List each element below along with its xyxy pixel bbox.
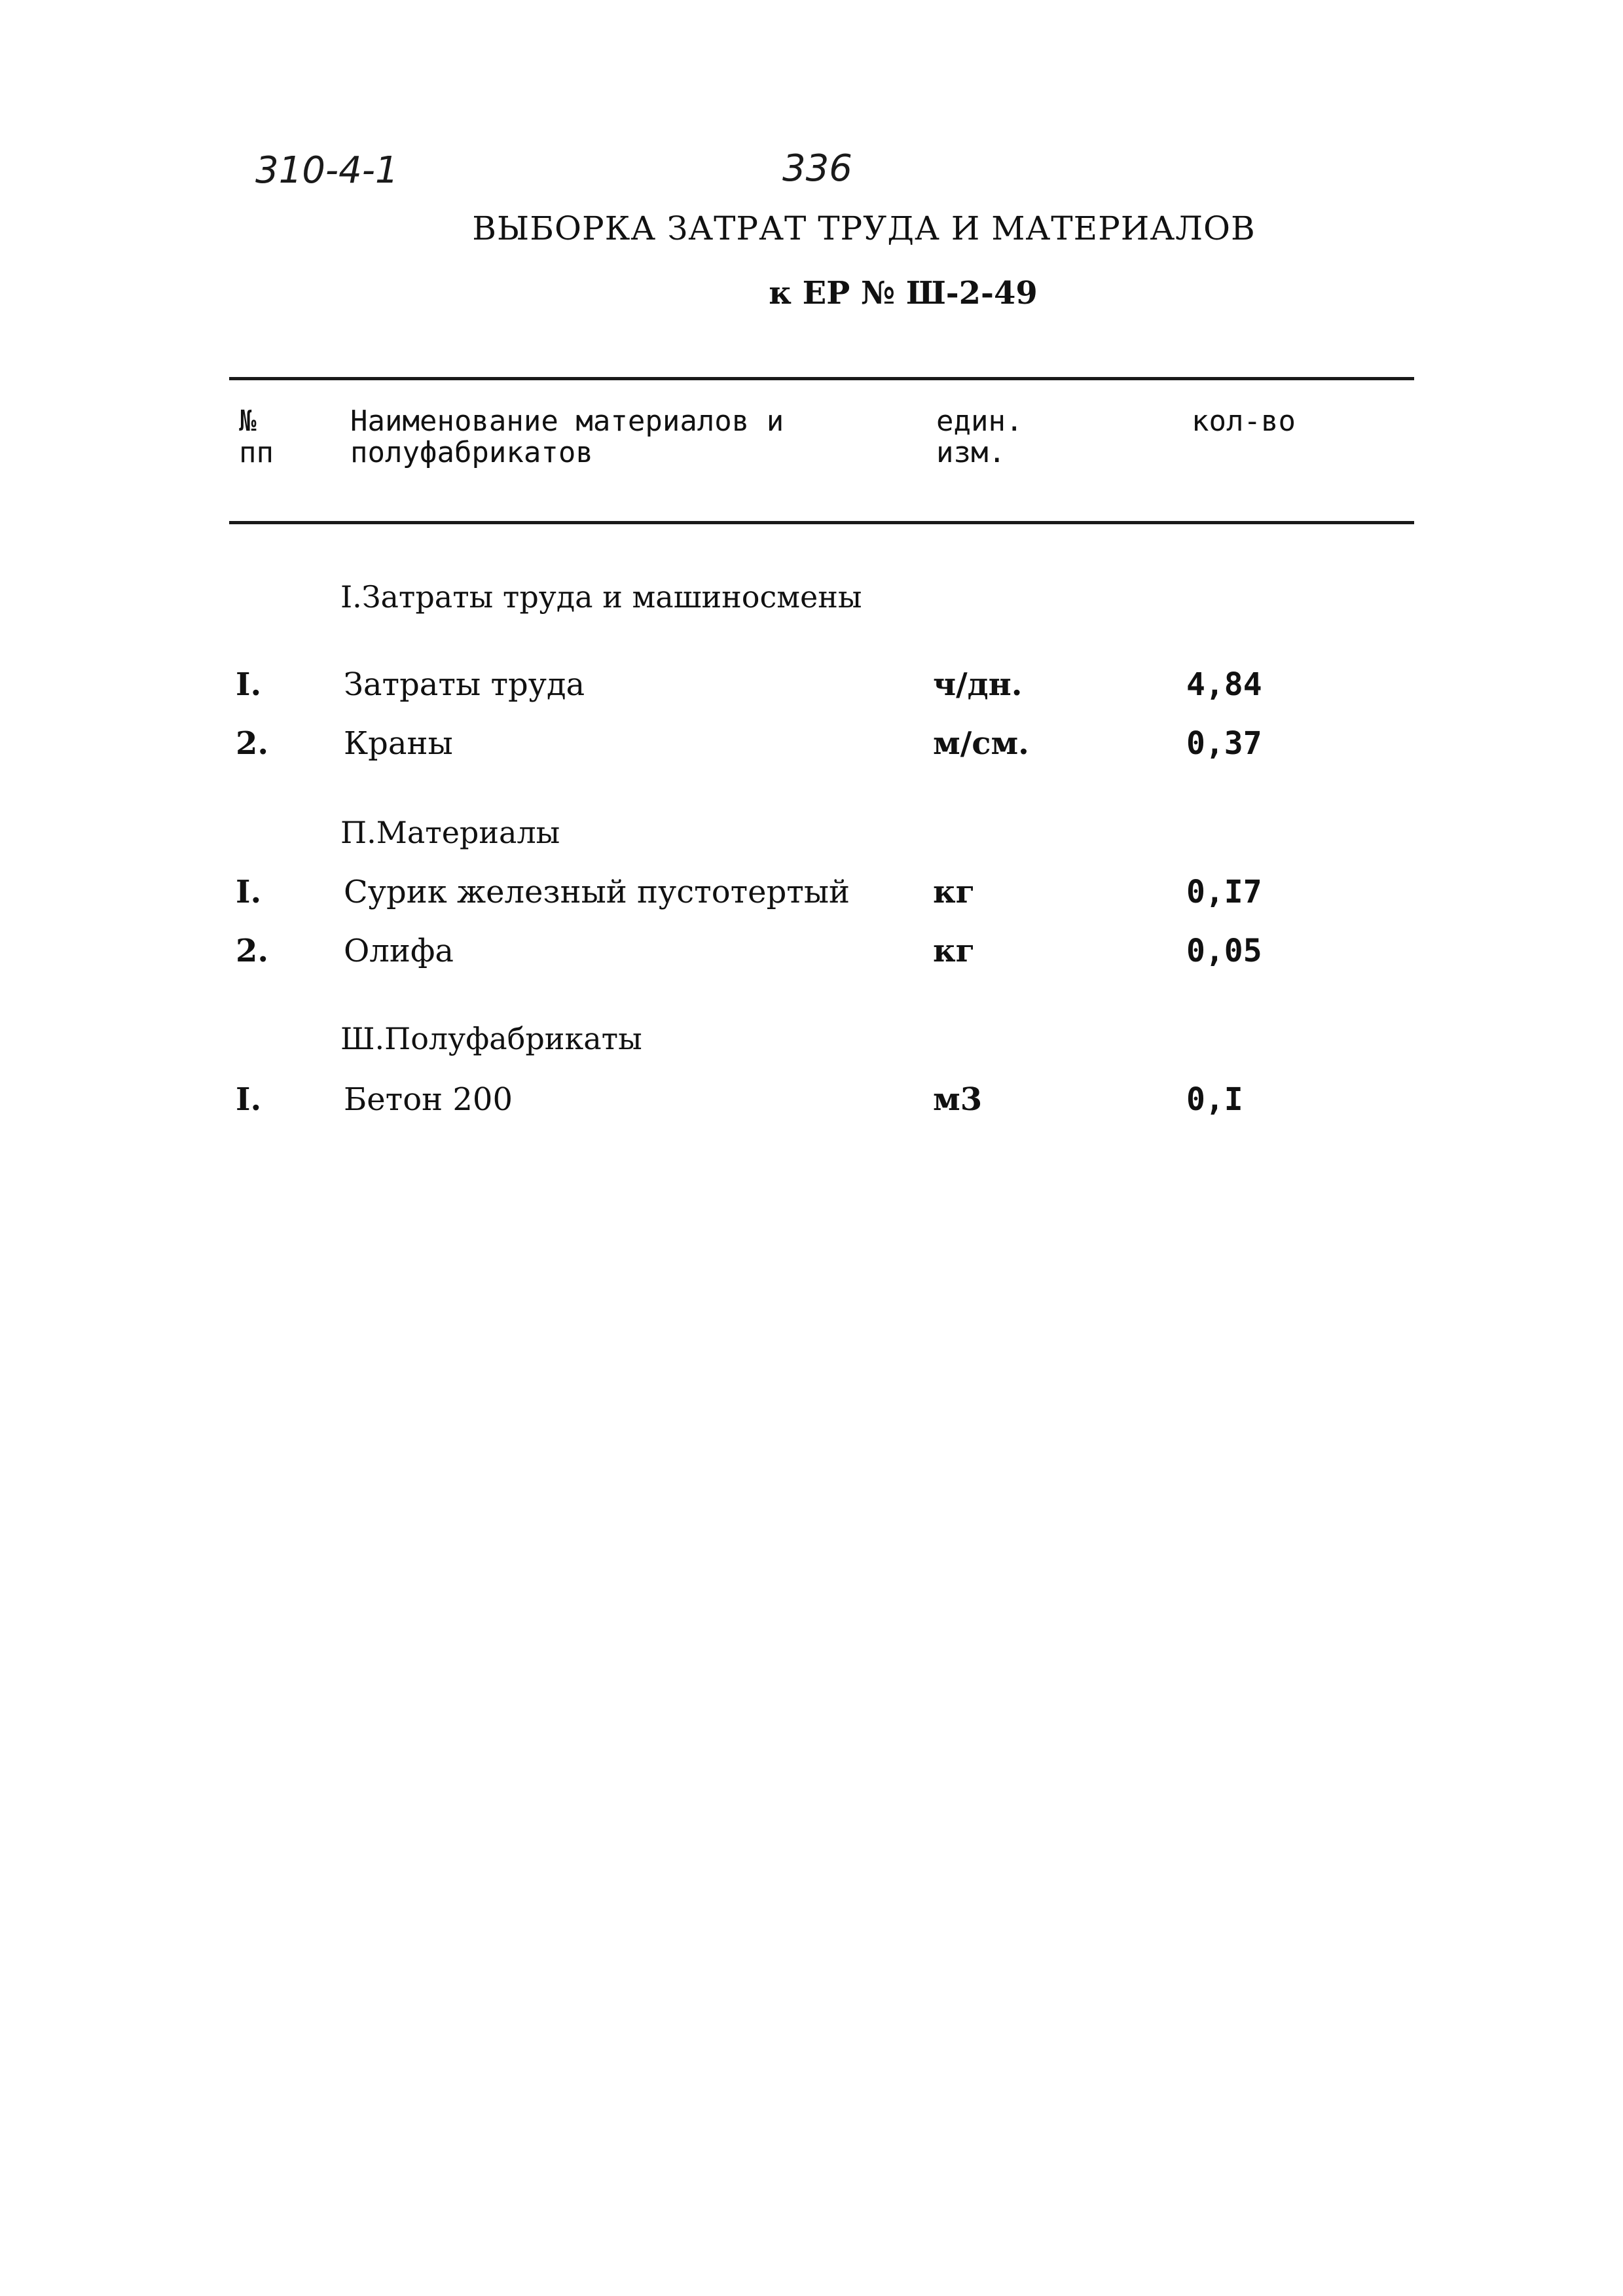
row-name: Бетон 200: [344, 1081, 513, 1118]
row-unit: кг: [933, 874, 976, 910]
page-number: 336: [782, 147, 852, 190]
table-row: [0, 725, 1623, 771]
table-top-rule: [229, 377, 1414, 380]
table-row: [0, 874, 1623, 920]
row-name: Затраты труда: [344, 666, 585, 703]
section-title-materials: П.Материалы: [340, 815, 560, 850]
row-unit: ч/дн.: [933, 666, 1023, 703]
table-row: [0, 666, 1623, 712]
row-quantity: 4,84: [1186, 666, 1262, 703]
column-header-unit: един. изм.: [936, 404, 1023, 469]
document-code: 310-4-1: [255, 149, 399, 192]
row-quantity: 0,I7: [1186, 874, 1262, 910]
row-name: Олифа: [344, 933, 454, 969]
row-quantity: 0,I: [1186, 1081, 1243, 1118]
row-number: 2.: [236, 725, 269, 762]
row-quantity: 0,05: [1186, 933, 1262, 969]
section-title-semi-finished: Ш.Полуфабрикаты: [340, 1021, 642, 1056]
row-number: 2.: [236, 933, 269, 969]
document-subtitle: к ЕР № Ш-2-49: [769, 275, 1038, 312]
row-unit: кг: [933, 933, 976, 969]
row-number: I.: [236, 874, 262, 910]
section-title-labor: I.Затраты труда и машиносмены: [340, 579, 862, 615]
row-number: I.: [236, 666, 262, 703]
row-name: Краны: [344, 725, 453, 762]
row-number: I.: [236, 1081, 262, 1118]
table-row: [0, 933, 1623, 978]
column-header-name: Наименование материалов и полуфабрикатов: [350, 404, 784, 469]
row-unit: м3: [933, 1081, 983, 1118]
document-title: ВЫБОРКА ЗАТРАТ ТРУДА И МАТЕРИАЛОВ: [472, 209, 1256, 247]
column-header-number: № пп: [239, 404, 274, 469]
row-unit: м/см.: [933, 725, 1029, 762]
table-row: [0, 1081, 1623, 1127]
table-header-rule: [229, 521, 1414, 524]
column-header-quantity: кол-во: [1192, 404, 1296, 438]
row-quantity: 0,37: [1186, 725, 1262, 762]
row-name: Сурик железный пустотертый: [344, 874, 850, 910]
